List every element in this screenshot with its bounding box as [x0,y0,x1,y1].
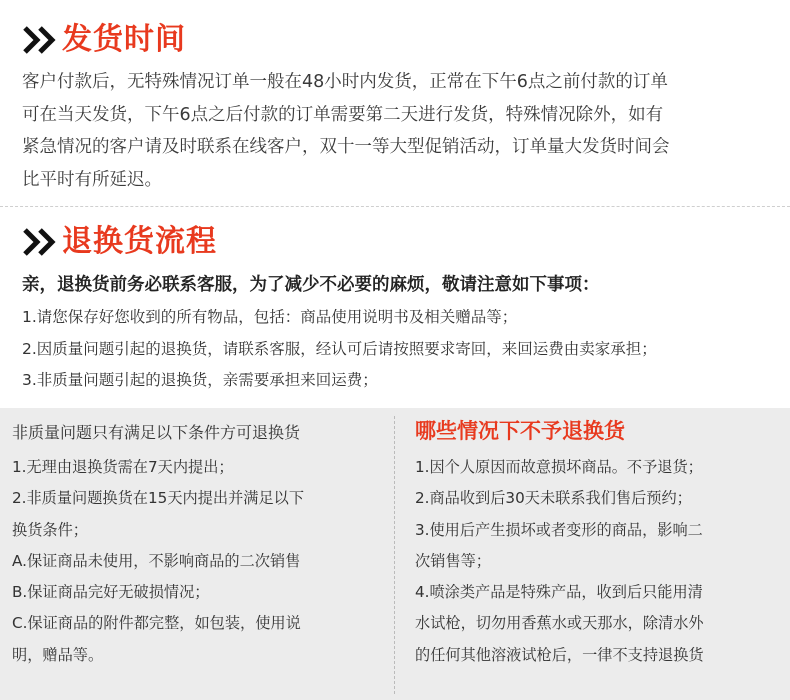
list-item: 3.使用后产生损坏或者变形的商品，影响二 [415,520,703,539]
shipping-line: 客户付款后，无特殊情况订单一般在48小时内发货，正常在下午6点之前付款的订单 [22,72,668,92]
conditions-lines [12,452,386,671]
returns-title: 退换货流程 [62,224,217,259]
list-item: 1.因个人原因而故意损坏商品。不予退货； [415,458,703,476]
conditions-column [12,410,386,671]
list-item: 4.喷涂类产品是特殊产品，收到后只能用清 [415,583,703,602]
list-item: 2.商品收到后30天未联系我们售后预约； [415,489,692,508]
list-item: A.保证商品未使用，不影响商品的二次销售 [12,551,301,570]
shipping-line: 紧急情况的客户请及时联系在线客户，双十一等大型促销活动，订单量大发货时间会 [22,137,670,157]
list-item: 2.因质量问题引起的退换货，请联系客服，经认可后请按照要求寄回，来回运费由卖家承担； [22,339,657,358]
shipping-paragraph [22,66,772,196]
exclusions-column [415,410,780,671]
shipping-line: 比平时有所延迟。 [22,169,162,190]
conditions-title: 非质量问题只有满足以下条件方可退换货 [12,423,301,442]
section-divider [0,206,790,207]
list-item: 3.非质量问题引起的退换货，亲需要承担来回运费； [22,371,378,389]
list-item: 水试枪，切勿用香蕉水或天那水，除清水外 [415,614,704,633]
returns-heading [22,225,217,259]
returns-list [22,302,657,397]
shipping-title: 发货时间 [62,22,186,57]
list-item: 2.非质量问题换货在15天内提出并满足以下 [12,489,305,508]
column-divider [394,416,395,694]
list-item: 1.无理由退换货需在7天内提出； [12,458,234,476]
list-item: B.保证商品完好无破损情况； [12,583,210,602]
list-item: 换货条件； [12,520,88,539]
list-item: 1.请您保存好您收到的所有物品，包括：商品使用说明书及相关赠品等； [22,308,518,326]
exclusions-title: 哪些情况下不予退换货 [415,419,625,443]
double-chevron-right-icon [22,227,58,257]
double-chevron-right-icon [22,25,58,55]
list-item: 的任何其他溶液试枪后，一律不支持退换货 [415,645,704,664]
list-item: 次销售等； [415,551,491,570]
returns-lead: 亲，退换货前务必联系客服，为了减少不必要的麻烦，敬请注意如下事项： [22,275,600,295]
shipping-heading [22,23,186,57]
list-item: C.保证商品的附件都完整，如包装，使用说 [12,614,301,633]
exclusions-lines [415,452,780,671]
list-item: 明，赠品等。 [12,645,104,664]
shipping-line: 可在当天发货，下午6点之后付款的订单需要第二天进行发货，特殊情况除外，如有 [22,104,664,125]
